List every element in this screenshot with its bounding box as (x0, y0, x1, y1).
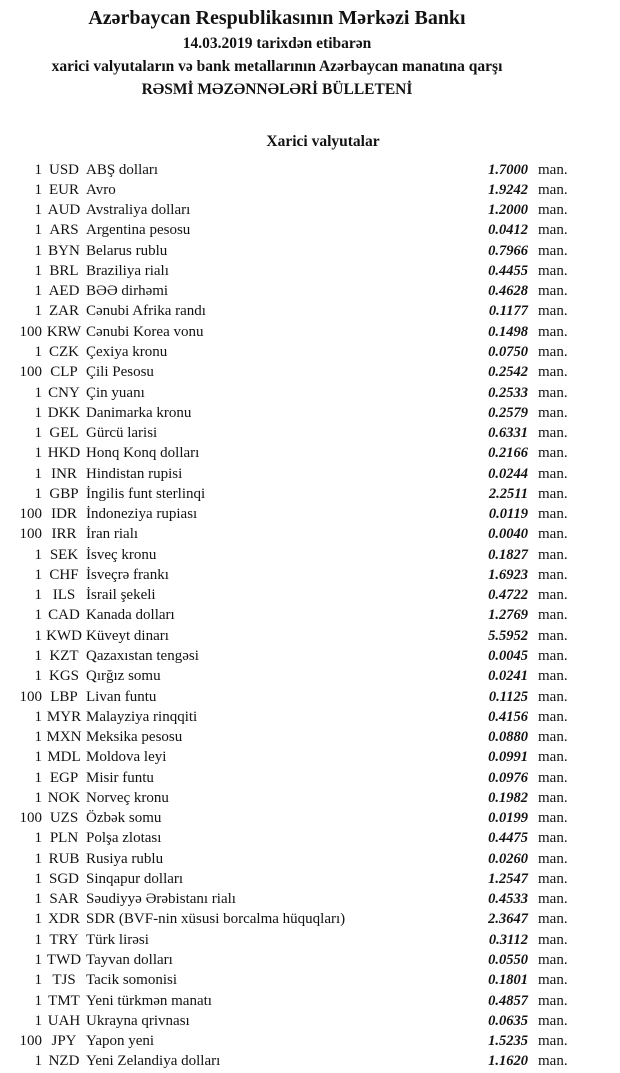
unit-cell: man. (538, 384, 568, 401)
currency-code-cell: AUD (47, 202, 81, 219)
rate-value-cell: 1.2000 (488, 202, 528, 219)
currency-code-cell: CNY (48, 384, 80, 401)
currency-code-cell: DKK (47, 404, 81, 421)
rate-value-cell: 0.0750 (488, 344, 528, 361)
bank-title: Azərbaycan Respublikasının Mərkəzi Bankı (88, 7, 466, 29)
rate-value-cell: 1.1620 (488, 1053, 528, 1070)
unit-cell: man. (538, 870, 568, 887)
rate-value-cell: 0.4455 (488, 262, 528, 279)
unit-cell: man. (538, 668, 568, 685)
rate-value-cell: 0.0991 (488, 749, 528, 766)
rate-value-cell: 0.1177 (488, 303, 528, 320)
unit-cell: man. (538, 181, 568, 198)
currency-name-cell: İndoneziya rupiası (86, 506, 198, 523)
quantity-cell: 1 (34, 769, 42, 786)
rate-value-cell: 0.4857 (488, 992, 528, 1009)
currency-name-cell: Cənubi Korea vonu (86, 323, 204, 340)
unit-cell: man. (538, 729, 568, 746)
currency-code-cell: UAH (47, 1012, 81, 1029)
quantity-cell: 1 (34, 870, 42, 887)
table-row (0, 687, 584, 707)
currency-code-cell: AED (48, 283, 80, 300)
currency-name-cell: Moldova leyi (86, 749, 167, 766)
currency-code-cell: KZT (49, 648, 79, 664)
currency-name-cell: Səudiyyə Ərəbistanı rialı (86, 891, 236, 908)
table-row (0, 484, 584, 504)
rate-value-cell: 0.4156 (488, 708, 528, 725)
rate-value-cell: 0.3112 (488, 931, 528, 948)
quantity-cell: 1 (34, 972, 42, 989)
currency-name-cell: Tayvan dolları (86, 951, 173, 968)
currency-code-cell: MXN (46, 729, 82, 746)
currency-code-cell: KRW (46, 323, 82, 340)
unit-cell: man. (538, 891, 568, 908)
table-row (0, 261, 584, 281)
rate-value-cell: 0.0119 (488, 506, 528, 523)
rate-value-cell: 2.3647 (488, 911, 528, 928)
rate-value-cell: 0.0040 (488, 526, 528, 543)
quantity-cell: 1 (34, 425, 42, 442)
rate-value-cell: 0.4722 (488, 587, 528, 604)
quantity-cell: 1 (34, 911, 42, 928)
table-row (0, 646, 584, 666)
quantity-cell: 1 (34, 668, 42, 685)
unit-cell: man. (538, 951, 568, 968)
quantity-cell: 1 (34, 262, 42, 279)
rate-value-cell: 0.0550 (488, 951, 528, 968)
currency-code-cell: RUB (48, 850, 80, 867)
quantity-cell: 1 (34, 1053, 42, 1070)
currency-name-cell: Braziliya rialı (86, 262, 169, 279)
currency-name-cell: Türk lirəsi (86, 931, 149, 948)
rate-value-cell: 1.2769 (488, 607, 528, 624)
unit-cell: man. (538, 708, 568, 725)
unit-cell: man. (538, 627, 568, 644)
currency-code-cell: MDL (47, 749, 81, 766)
rate-value-cell: 0.0241 (488, 668, 528, 685)
subtitle-line: xarici valyutaların və bank metallarının Azərbaycan manatına qarşı (51, 58, 503, 75)
unit-cell: man. (538, 485, 568, 502)
currency-name-cell: Gürcü larisi (86, 425, 158, 442)
currency-code-cell: NOK (47, 789, 81, 806)
quantity-cell: 1 (34, 546, 42, 563)
quantity-cell: 100 (19, 688, 42, 705)
unit-cell: man. (538, 303, 568, 320)
rate-value-cell: 0.6331 (488, 425, 528, 442)
currency-name-cell: Argentina pesosu (86, 222, 191, 239)
unit-cell: man. (538, 566, 568, 583)
rate-value-cell: 0.1125 (488, 688, 528, 705)
currency-code-cell: INR (51, 465, 77, 482)
currency-code-cell: XDR (48, 911, 80, 928)
rate-value-cell: 0.0976 (488, 769, 528, 786)
currency-name-cell: Cənubi Afrika randı (86, 303, 206, 320)
quantity-cell: 1 (34, 445, 42, 462)
unit-cell: man. (538, 283, 568, 300)
quantity-cell: 1 (34, 789, 42, 806)
quantity-cell: 100 (19, 364, 42, 381)
quantity-cell: 1 (34, 830, 42, 847)
table-row (0, 768, 584, 788)
unit-cell: man. (538, 972, 568, 989)
currency-code-cell: TMT (48, 992, 80, 1009)
rate-value-cell: 0.1827 (488, 546, 528, 563)
rate-value-cell: 0.2579 (488, 404, 528, 421)
unit-cell: man. (538, 1012, 568, 1029)
currency-name-cell: Sinqapur dolları (86, 870, 184, 887)
currency-code-cell: CLP (50, 364, 78, 381)
currency-name-cell: Çin yuanı (86, 384, 145, 401)
currency-name-cell: Norveç kronu (86, 789, 169, 806)
currency-name-cell: Tacik somonisi (86, 972, 178, 989)
table-row (0, 444, 584, 464)
quantity-cell: 1 (34, 202, 42, 219)
unit-cell: man. (538, 688, 568, 705)
quantity-cell: 1 (34, 404, 42, 421)
table-row (0, 423, 584, 443)
table-row (0, 403, 584, 423)
table-row (0, 809, 584, 829)
table-row (0, 525, 584, 545)
unit-cell: man. (538, 769, 568, 786)
rate-value-cell: 0.0412 (488, 222, 528, 239)
currency-code-cell: BYN (48, 242, 80, 259)
rate-value-cell: 0.4533 (488, 891, 528, 908)
currency-code-cell: TRY (49, 931, 79, 948)
currency-code-cell: EUR (49, 181, 79, 198)
quantity-cell: 1 (34, 181, 42, 198)
currency-code-cell: ZAR (49, 303, 79, 320)
currency-name-cell: Ukrayna qrivnası (86, 1012, 190, 1029)
quantity-cell: 1 (34, 161, 42, 178)
effective-date-line: 14.03.2019 tarixdən etibarən (182, 35, 372, 52)
currency-name-cell: İsveç kronu (86, 546, 157, 563)
unit-cell: man. (538, 546, 568, 563)
table-row (0, 910, 584, 930)
table-row (0, 869, 584, 889)
unit-cell: man. (538, 789, 568, 806)
currency-name-cell: Rusiya rublu (86, 850, 164, 867)
currency-name-cell: İngilis funt sterlinqi (86, 485, 206, 502)
unit-cell: man. (538, 1053, 568, 1070)
currency-name-cell: Hindistan rupisi (86, 465, 183, 482)
table-row (0, 322, 584, 342)
quantity-cell: 1 (34, 485, 42, 502)
rate-value-cell: 5.5952 (488, 627, 528, 644)
currency-code-cell: NZD (48, 1053, 80, 1070)
quantity-cell: 100 (19, 1033, 42, 1050)
rate-value-cell: 2.2511 (488, 485, 528, 502)
currency-name-cell: Misir funtu (86, 769, 154, 786)
currency-code-cell: BRL (49, 262, 79, 279)
quantity-cell: 1 (34, 729, 42, 746)
currency-name-cell: Meksika pesosu (86, 729, 183, 746)
rate-value-cell: 0.7966 (488, 242, 528, 259)
quantity-cell: 1 (34, 708, 42, 725)
currency-code-cell: CAD (48, 607, 80, 624)
table-row (0, 221, 584, 241)
currency-name-cell: Qazaxıstan tengəsi (86, 648, 199, 664)
rate-value-cell: 0.0244 (488, 465, 528, 482)
quantity-cell: 1 (34, 1012, 42, 1029)
quantity-cell: 1 (34, 850, 42, 867)
currency-code-cell: KGS (48, 668, 79, 685)
rate-value-cell: 0.2542 (488, 364, 528, 381)
quantity-cell: 1 (34, 992, 42, 1009)
rate-value-cell: 0.0635 (488, 1012, 528, 1029)
currency-name-cell: Özbək somu (86, 810, 162, 827)
quantity-cell: 1 (34, 951, 42, 968)
table-row (0, 160, 584, 180)
exchange-rates-table (0, 160, 584, 1072)
quantity-cell: 1 (34, 283, 42, 300)
currency-code-cell: GEL (49, 425, 79, 442)
unit-cell: man. (538, 830, 568, 847)
currency-code-cell: ARS (49, 222, 79, 239)
currency-name-cell: İsrail şekeli (86, 587, 156, 604)
currency-code-cell: UZS (49, 810, 79, 827)
table-row (0, 282, 584, 302)
table-row (0, 971, 584, 991)
table-row (0, 565, 584, 585)
currency-name-cell: Livan funtu (86, 688, 157, 705)
table-row (0, 302, 584, 322)
table-row (0, 626, 584, 646)
bulletin-title: RƏSMİ MƏZƏNNƏLƏRİ BÜLLETENİ (141, 81, 413, 98)
table-row (0, 1011, 584, 1031)
unit-cell: man. (538, 222, 568, 239)
table-row (0, 180, 584, 200)
currency-name-cell: Yeni Zelandiya dolları (86, 1053, 221, 1070)
unit-cell: man. (538, 526, 568, 543)
currency-code-cell: LBP (50, 688, 78, 705)
currency-code-cell: PLN (49, 830, 79, 847)
unit-cell: man. (538, 465, 568, 482)
currency-name-cell: İran rialı (86, 526, 139, 543)
quantity-cell: 100 (19, 810, 42, 827)
table-row (0, 748, 584, 768)
unit-cell: man. (538, 344, 568, 361)
currency-code-cell: HKD (47, 445, 81, 462)
table-row (0, 849, 584, 869)
currency-name-cell: Yapon yeni (86, 1033, 155, 1050)
currency-name-cell: Küveyt dinarı (86, 627, 169, 644)
rate-value-cell: 1.7000 (488, 161, 528, 178)
currency-code-cell: TJS (52, 972, 76, 989)
currency-name-cell: Belarus rublu (86, 242, 168, 259)
rate-value-cell: 1.5235 (488, 1033, 528, 1050)
quantity-cell: 1 (34, 587, 42, 604)
quantity-cell: 1 (34, 749, 42, 766)
table-row (0, 890, 584, 910)
currency-code-cell: MYR (46, 708, 82, 725)
unit-cell: man. (538, 506, 568, 523)
unit-cell: man. (538, 262, 568, 279)
table-row (0, 707, 584, 727)
quantity-cell: 1 (34, 222, 42, 239)
quantity-cell: 1 (34, 627, 42, 644)
rate-value-cell: 0.1982 (488, 789, 528, 806)
table-row (0, 464, 584, 484)
table-row (0, 586, 584, 606)
table-row (0, 342, 584, 362)
unit-cell: man. (538, 445, 568, 462)
table-row (0, 991, 584, 1011)
currency-code-cell: USD (48, 161, 79, 178)
currency-name-cell: Yeni türkmən manatı (86, 992, 212, 1009)
currency-name-cell: Avstraliya dolları (86, 202, 191, 219)
rate-value-cell: 1.2547 (488, 870, 528, 887)
rate-value-cell: 0.2533 (488, 384, 528, 401)
currency-name-cell: Çili Pesosu (86, 364, 154, 381)
currency-name-cell: Avro (86, 181, 116, 198)
quantity-cell: 1 (34, 931, 42, 948)
quantity-cell: 1 (34, 566, 42, 583)
quantity-cell: 1 (34, 607, 42, 624)
unit-cell: man. (538, 648, 568, 664)
currency-code-cell: SEK (49, 546, 79, 563)
table-row (0, 930, 584, 950)
quantity-cell: 100 (19, 323, 42, 340)
unit-cell: man. (538, 323, 568, 340)
unit-cell: man. (538, 850, 568, 867)
table-row (0, 241, 584, 261)
rate-value-cell: 1.6923 (488, 566, 528, 583)
currency-code-cell: SGD (48, 870, 79, 887)
rate-value-cell: 0.4628 (488, 283, 528, 300)
quantity-cell: 1 (34, 384, 42, 401)
unit-cell: man. (538, 404, 568, 421)
quantity-cell: 1 (34, 303, 42, 320)
currency-name-cell: Honq Konq dolları (86, 445, 200, 462)
quantity-cell: 1 (34, 242, 42, 259)
currency-code-cell: TWD (46, 951, 82, 968)
table-row (0, 727, 584, 747)
currency-name-cell: Çexiya kronu (86, 344, 168, 361)
unit-cell: man. (538, 425, 568, 442)
rate-value-cell: 0.0199 (488, 810, 528, 827)
rate-value-cell: 0.1498 (488, 323, 528, 340)
currency-name-cell: Kanada dolları (86, 607, 175, 624)
rate-value-cell: 0.1801 (488, 972, 528, 989)
bulletin-header (0, 0, 620, 101)
quantity-cell: 1 (34, 648, 42, 664)
rate-value-cell: 0.0880 (488, 729, 528, 746)
rate-value-cell: 0.2166 (488, 445, 528, 462)
unit-cell: man. (538, 1033, 568, 1050)
table-row (0, 950, 584, 970)
rate-value-cell: 1.9242 (488, 181, 528, 198)
quantity-cell: 100 (19, 506, 42, 523)
currency-name-cell: Polşa zlotası (86, 830, 162, 847)
rate-value-cell: 0.4475 (488, 830, 528, 847)
table-row (0, 363, 584, 383)
table-row (0, 201, 584, 221)
quantity-cell: 1 (34, 891, 42, 908)
currency-code-cell: ILS (52, 587, 76, 604)
quantity-cell: 1 (34, 344, 42, 361)
currency-code-cell: SAR (49, 891, 79, 908)
unit-cell: man. (538, 242, 568, 259)
unit-cell: man. (538, 161, 568, 178)
quantity-cell: 100 (19, 526, 42, 543)
table-row (0, 606, 584, 626)
unit-cell: man. (538, 810, 568, 827)
unit-cell: man. (538, 587, 568, 604)
currency-code-cell: JPY (51, 1033, 77, 1050)
table-row (0, 545, 584, 565)
currency-name-cell: İsveçrə frankı (86, 566, 169, 583)
currency-code-cell: KWD (46, 627, 82, 644)
currency-name-cell: Danimarka kronu (86, 404, 192, 421)
currency-code-cell: CZK (49, 344, 79, 361)
currency-name-cell: Malayziya rinqqiti (86, 708, 198, 725)
currency-name-cell: ABŞ dolları (86, 161, 159, 178)
table-row (0, 1031, 584, 1051)
table-row (0, 667, 584, 687)
currency-name-cell: Qırğız somu (86, 668, 161, 685)
table-row (0, 829, 584, 849)
currency-code-cell: EGP (49, 769, 79, 786)
currency-code-cell: GBP (49, 485, 79, 502)
currency-name-cell: BƏƏ dirhəmi (86, 283, 169, 300)
unit-cell: man. (538, 992, 568, 1009)
currency-name-cell: SDR (BVF-nin xüsusi borcalma hüquqları) (86, 911, 346, 928)
table-row (0, 788, 584, 808)
currency-code-cell: CHF (49, 566, 79, 583)
unit-cell: man. (538, 364, 568, 381)
unit-cell: man. (538, 607, 568, 624)
rate-value-cell: 0.0045 (488, 648, 528, 664)
unit-cell: man. (538, 749, 568, 766)
table-row (0, 383, 584, 403)
table-row (0, 1052, 584, 1072)
unit-cell: man. (538, 202, 568, 219)
section-title-foreign-currencies: Xarici valyutalar (266, 133, 380, 150)
quantity-cell: 1 (34, 465, 42, 482)
table-row (0, 505, 584, 525)
unit-cell: man. (538, 931, 568, 948)
currency-code-cell: IDR (51, 506, 77, 523)
rate-value-cell: 0.0260 (488, 850, 528, 867)
currency-code-cell: IRR (51, 526, 77, 543)
unit-cell: man. (538, 911, 568, 928)
